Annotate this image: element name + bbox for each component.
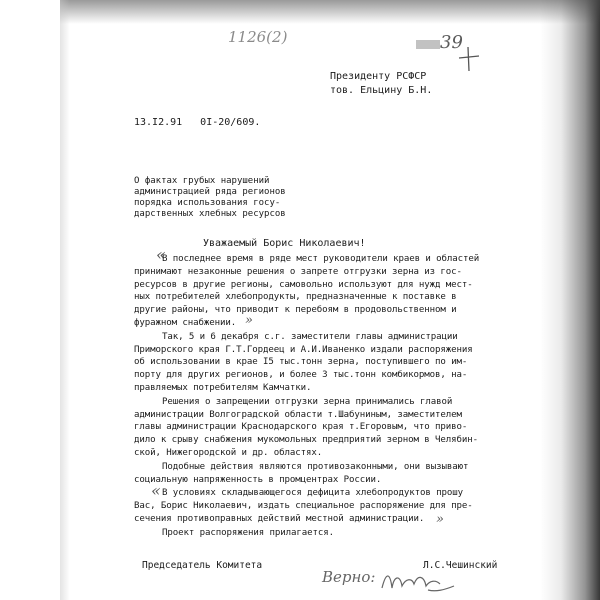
body-line: В условиях складывающегося дефицита хлебопродуктов прошу xyxy=(162,488,463,499)
body-line: Подобные действия являются противозаконными, они вызывают xyxy=(162,461,469,472)
letter-number: 0I-20/609. xyxy=(200,117,261,128)
body-line: ных потребителей хлебопродукты, предназначенные к поставке в xyxy=(134,292,457,303)
signatory-title: Председатель Комитета xyxy=(142,560,263,571)
subject-line: порядка использования госу- xyxy=(134,198,281,208)
body-line: порту для других регионов, и более 3 тыс.тонн комбикормов, на- xyxy=(134,370,468,381)
body-line: ской, Нижегородской и др. областях. xyxy=(134,447,323,458)
body-line: дило к срыву снабжения мукомольных предприятий зерном в Челябин- xyxy=(134,435,478,446)
body-line: фуражном снабжении. xyxy=(134,317,237,328)
handwritten-quote-mark-open: « xyxy=(151,481,161,500)
body-line: главы администрации Краснодарского края т.Егоровым, что приво- xyxy=(134,422,468,433)
body-line: принимают незаконные решения о запрете отгрузки зерна из гос- xyxy=(134,266,462,277)
body-line: Так, 5 и 6 декабря с.г. заместители главы администрации xyxy=(162,331,458,342)
scan-left-shade xyxy=(60,0,70,600)
handwritten-signature xyxy=(378,566,460,596)
subject-line: дарственных хлебных ресурсов xyxy=(134,209,286,219)
subject-line: администрацией ряда регионов xyxy=(134,187,286,197)
signatory-name: Л.С.Чешинский xyxy=(423,560,498,571)
paragraph xyxy=(134,396,476,460)
body-line: Проект распоряжения прилагается. xyxy=(162,527,334,538)
paragraph xyxy=(134,487,476,525)
addressee-block xyxy=(330,70,432,98)
body-line: администрации Волгоградской области т.Шабуниным, заместителем xyxy=(134,409,462,420)
body-line: Приморского края Г.Т.Гордеец и А.И.Иваненко издали распоряжения xyxy=(134,344,473,355)
letter-body xyxy=(134,253,480,541)
greeting: Уважаемый Борис Николаевич! xyxy=(203,238,366,249)
handwritten-quote-mark-open: « xyxy=(156,245,166,264)
subject-line: О фактах грубых нарушений xyxy=(134,176,270,186)
body-line: об использовании в крае I5 тыс.тонн зерна, поступившего по им- xyxy=(134,357,468,368)
body-line: социальную напряженность в промцентрах России. xyxy=(134,474,382,485)
paragraph xyxy=(134,461,476,487)
body-line: сечения противоправных действий местной администрации. xyxy=(134,513,425,524)
handwritten-quote-mark-close: » xyxy=(245,313,253,328)
handwritten-archive-ref: 1126(2) xyxy=(228,28,288,46)
handwritten-page-number: 39 xyxy=(440,32,463,53)
stamp-smudge-mark xyxy=(414,34,444,54)
paragraph xyxy=(134,253,480,330)
handwritten-certification: Верно: xyxy=(322,568,376,586)
paragraph xyxy=(134,527,476,540)
body-line: правляемых потребителям Камчатки. xyxy=(134,382,312,393)
paragraph xyxy=(134,331,476,395)
addressee-line1: Президенту РСФСР xyxy=(330,71,427,82)
scan-top-shadow xyxy=(60,0,600,24)
handwritten-quote-mark-close: » xyxy=(436,512,444,527)
subject-block xyxy=(134,176,286,220)
letter-date: 13.I2.91 xyxy=(134,117,183,128)
handwritten-cross-mark xyxy=(456,44,482,74)
body-line: Вас, Борис Николаевич, издать специальное распоряжение для пре- xyxy=(134,501,473,512)
body-line: Решения о запрещении отгрузки зерна принимались главой xyxy=(162,396,453,407)
body-line: другие районы, что приводит к перебоям в продовольственном и xyxy=(134,305,457,316)
body-line: В последнее время в ряде мест руководители краев и областей xyxy=(162,254,480,264)
scan-edge-shadow xyxy=(540,0,600,600)
reference-line xyxy=(134,116,278,129)
body-line: ресурсов в другие регионы, самовольно используют для нужд мест- xyxy=(134,279,473,290)
addressee-line2: тов. Ельцину Б.Н. xyxy=(330,85,433,96)
